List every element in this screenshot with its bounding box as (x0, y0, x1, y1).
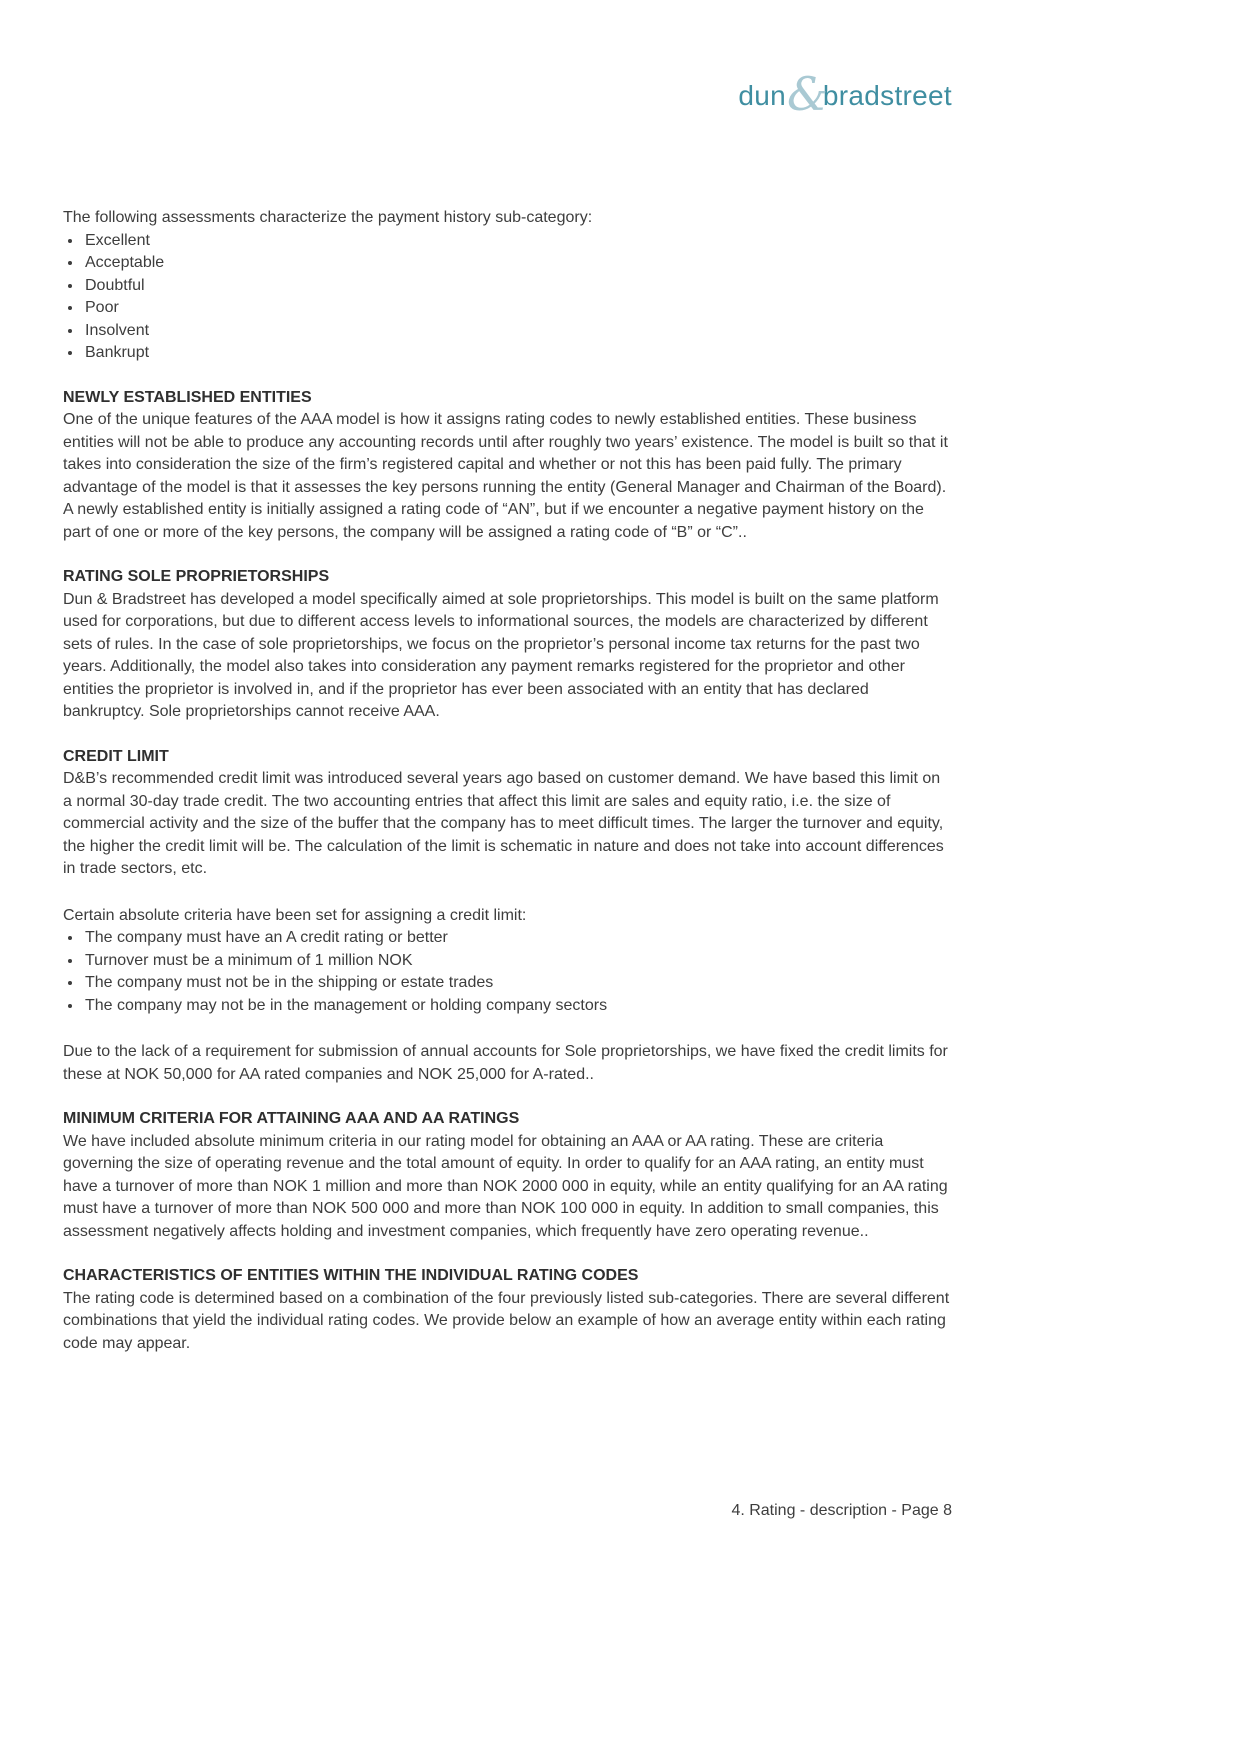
section-body-minimum-criteria: We have included absolute minimum criteria in our rating model for obtaining an AAA or AA rating. These are criteria governing the size of operating revenue and the total amount of equity. In order to qualify for an AAA rating, an entity must have a turnover of more than NOK 1 million and more than NOK 2000 000 in equity, while an entity qualifying for an AA rating must have a turnover of more than NOK 500 000 and more than NOK 100 000 in equity. In addition to small companies, this assessment negatively affects holding and investment companies, which frequently have zero operating revenue.. (63, 1132, 948, 1240)
bullet-item: • Doubtful (83, 275, 953, 298)
page-footer: 4. Rating - description - Page 8 (731, 1502, 952, 1519)
ampersand-icon: & (786, 67, 828, 121)
credit-criteria-note: Due to the lack of a requirement for submission of annual accounts for Sole proprietorships, we have fixed the credit limits for these at NOK 50,000 for AA rated companies and NOK 25,000 for A-rated.. (63, 1043, 948, 1083)
bullet-item: • The company must have an A credit rating or better (83, 927, 953, 950)
section-heading-minimum-criteria: MINIMUM CRITERIA FOR ATTAINING AAA AND AA RATINGS (63, 1110, 520, 1127)
bullet-item: • The company must not be in the shipping or estate trades (83, 972, 953, 995)
payment-history-lead: The following assessments characterize the payment history sub-category: (63, 209, 593, 226)
section-heading-rating-sole-proprietorships: RATING SOLE PROPRIETORSHIPS (63, 568, 330, 585)
section-body-rating-sole-proprietorships: Dun & Bradstreet has developed a model specifically aimed at sole proprietorships. This model is built on the same platform used for corporations, but due to different access levels to informational sources, the models are characterized by different sets of rules. In the case of sole proprietorships, we focus on the proprietor’s personal income tax returns for the past two years. Additionally, the model also takes into consideration any payment remarks registered for the proprietor and other entities the proprietor is involved in, and if the proprietor has ever been associated with an entity that has declared bankruptcy. Sole proprietorships cannot receive AAA. (63, 590, 939, 720)
section-heading-characteristics: CHARACTERISTICS OF ENTITIES WITHIN THE INDIVIDUAL RATING CODES (63, 1267, 639, 1284)
credit-criteria-lead: Certain absolute criteria have been set for assigning a credit limit: (63, 906, 527, 924)
logo-text-dun: dun (738, 80, 786, 111)
logo-text-bradstreet: bradstreet (822, 80, 952, 111)
bullet-item: • Acceptable (83, 252, 953, 275)
bullet-item: • The company may not be in the management or holding company sectors (83, 995, 953, 1018)
section-heading-credit-limit: CREDIT LIMIT (63, 747, 169, 765)
bullet-item: • Turnover must be a minimum of 1 million NOK (83, 950, 953, 973)
credit-criteria-list (63, 927, 953, 1017)
bullet-item: • Insolvent (83, 320, 953, 343)
section-body-characteristics: The rating code is determined based on a combination of the four previously listed sub-categories. There are several different combinations that yield the individual rating codes. We provide below an example of how an average entity within each rating code may appear. (63, 1289, 950, 1352)
bullet-item: • Excellent (83, 230, 953, 253)
section-body-credit-limit: D&B’s recommended credit limit was introduced several years ago based on customer demand. We have based this limit on a normal 30-day trade credit. The two accounting entries that affect this limit are sales and equity ratio, i.e. the size of commercial activity and the size of the buffer that the company has to meet difficult times. The larger the turnover and equity, the higher the credit limit will be. The calculation of the limit is schematic in nature and does not take into account differences in trade sectors, etc. (63, 770, 944, 877)
dun-bradstreet-logo (738, 66, 952, 121)
document-content (63, 207, 953, 1355)
bullet-item: • Bankrupt (83, 342, 953, 365)
section-heading-newly-established-entities: NEWLY ESTABLISHED ENTITIES (63, 388, 312, 406)
bullet-item: • Poor (83, 297, 953, 320)
section-body-newly-established-entities: One of the unique features of the AAA model is how it assigns rating codes to newly established entities. These business entities will not be able to produce any accounting records until after roughly two years’ existence. The model is built so that it takes into consideration the size of the firm’s registered capital and whether or not this has been paid fully. The primary advantage of the model is that it assesses the key persons running the entity (General Manager and Chairman of the Board). A newly established entity is initially assigned a rating code of “AN”, but if we encounter a negative payment history on the part of one or more of the key persons, the company will be assigned a rating code of “B” or “C”.. (63, 411, 948, 541)
payment-history-list (63, 230, 953, 365)
